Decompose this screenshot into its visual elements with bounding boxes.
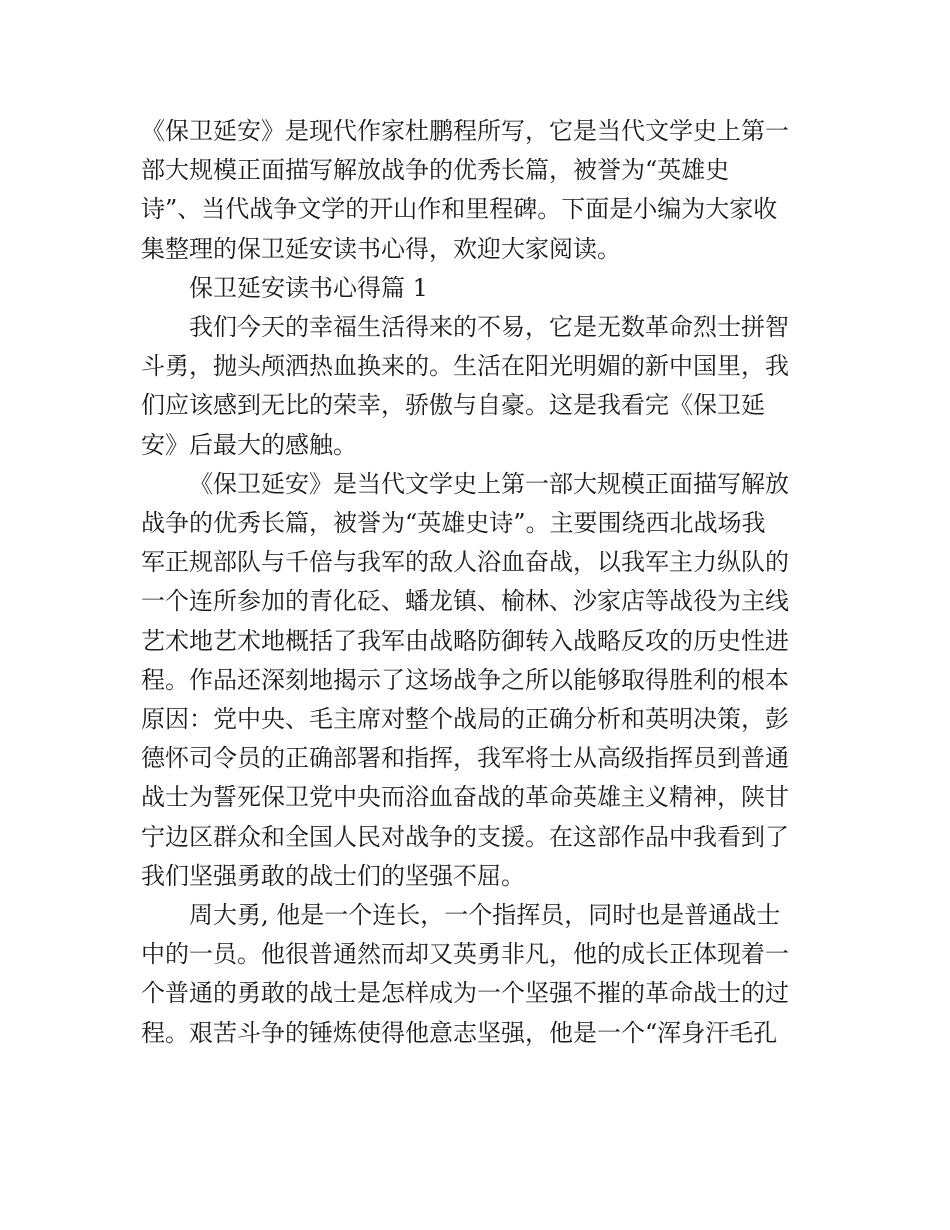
text-line: 个普通的勇敢的战士是怎样成为一个坚强不摧的革命战士的过 — [141, 979, 789, 1008]
text-line: 战士为誓死保卫党中央而浴血奋战的革命英雄主义精神，陕甘 — [141, 783, 789, 812]
text-line: 诗”、当代战争文学的开山作和里程碑。下面是小编为大家收 — [141, 195, 778, 224]
text-line: 中的一员。他很普通然而却又英勇非凡，他的成长正体现着一 — [141, 940, 789, 969]
text-line: 周大勇, 他是一个连长，一个指挥员，同时也是普通战士 — [189, 901, 781, 930]
text-line: 艺术地艺术地概括了我军由战略防御转入战略反攻的历史性进 — [141, 626, 789, 655]
text-line: 部大规模正面描写解放战争的优秀长篇，被誉为“英雄史 — [141, 156, 730, 185]
text-line: 原因：党中央、毛主席对整个战局的正确分析和英明决策，彭 — [141, 705, 789, 734]
body-paragraph-3 — [141, 896, 811, 1053]
text-line: 集整理的保卫延安读书心得，欢迎大家阅读。 — [141, 234, 621, 263]
text-line: 程。作品还深刻地揭示了这场战争之所以能够取得胜利的根本 — [141, 665, 789, 694]
body-paragraph-1 — [141, 308, 811, 465]
text-line: 我们坚强勇敢的战士们的坚强不屈。 — [141, 861, 525, 890]
text-line: 《保卫延安》是当代文学史上第一部大规模正面描写解放 — [189, 469, 789, 498]
text-line: 们应该感到无比的荣幸，骄傲与自豪。这是我看完《保卫延 — [141, 391, 765, 420]
body-paragraph-2 — [141, 465, 811, 896]
text-line: 战争的优秀长篇，被誉为“英雄史诗”。主要围绕西北战场我 — [141, 509, 766, 538]
text-line: 军正规部队与千倍与我军的敌人浴血奋战，以我军主力纵队的 — [141, 548, 789, 577]
text-line: 安》后最大的感触。 — [141, 430, 357, 459]
document-body — [141, 112, 811, 1053]
text-line: 宁边区群众和全国人民对战争的支援。在这部作品中我看到了 — [141, 822, 789, 851]
text-line: 我们今天的幸福生活得来的不易，它是无数革命烈士拼智 — [189, 313, 789, 342]
text-line: 《保卫延安》是现代作家杜鹏程所写，它是当代文学史上第一 — [141, 117, 789, 145]
text-line: 斗勇，抛头颅洒热血换来的。生活在阳光明媚的新中国里，我 — [141, 352, 789, 381]
text-line: 德怀司令员的正确部署和指挥，我军将士从高级指挥员到普通 — [141, 744, 789, 773]
text-line: 一个连所参加的青化砭、蟠龙镇、榆林、沙家店等战役为主线 — [141, 587, 789, 616]
intro-paragraph — [141, 112, 811, 269]
section-heading: 保卫延安读书心得篇 1 — [189, 273, 428, 302]
text-line: 程。艰苦斗争的锤炼使得他意志坚强，他是一个“浑身汗毛孔 — [141, 1018, 778, 1047]
